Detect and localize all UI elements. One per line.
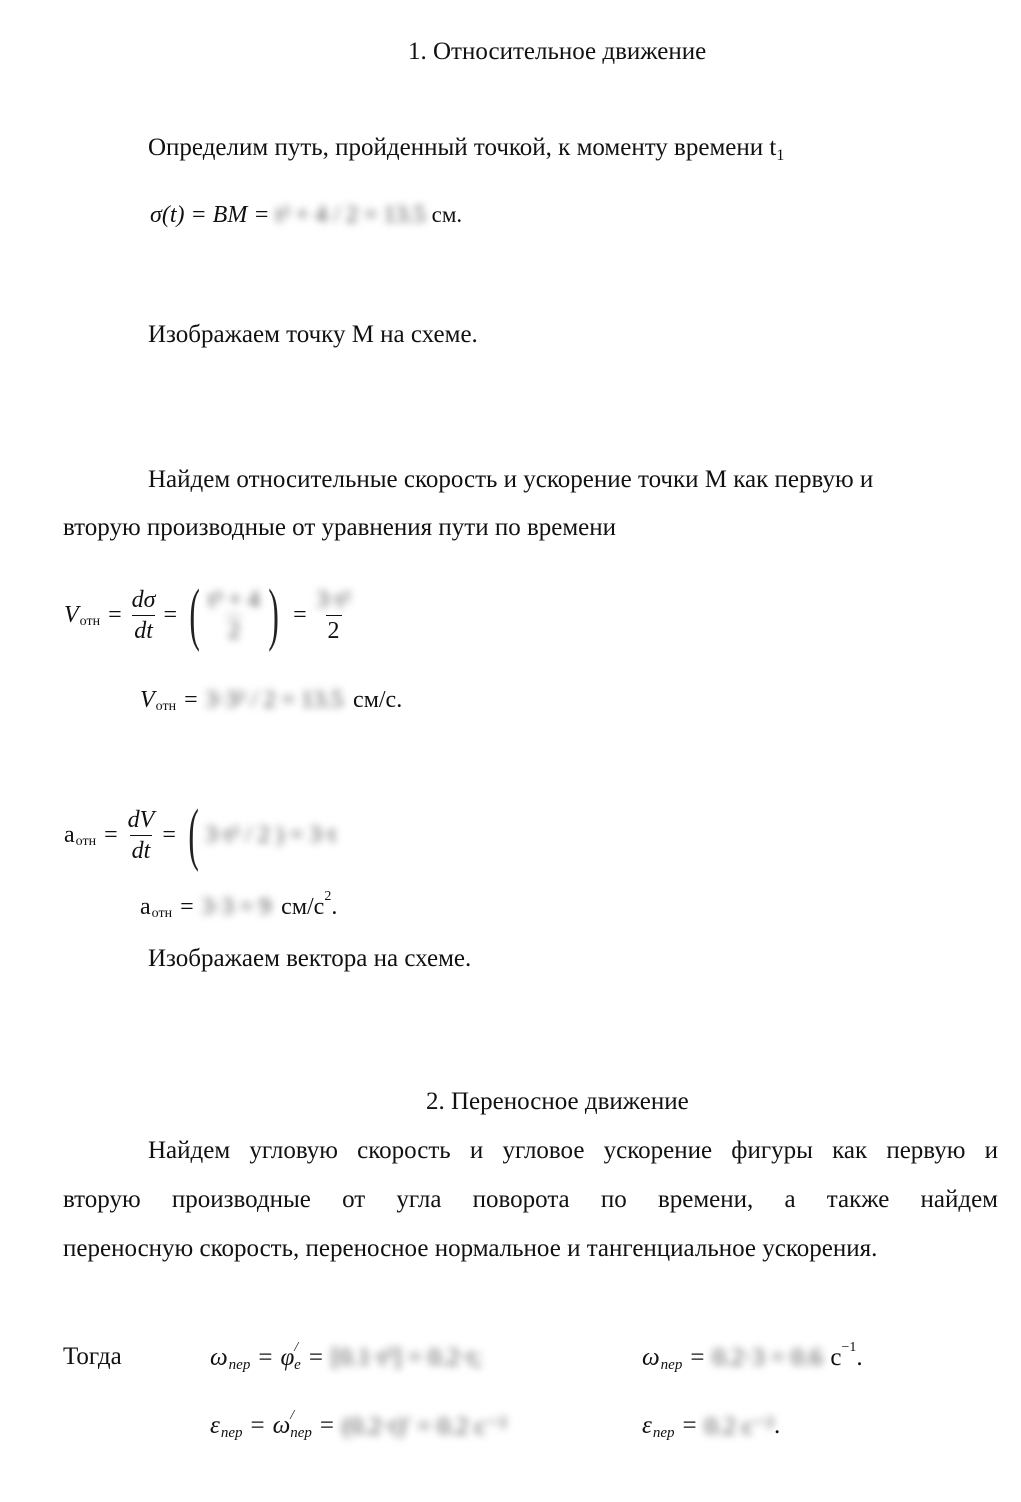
formula-omega: ω пер = φ / e = [0.1·t²] = 0.2·t; bbox=[210, 1340, 482, 1373]
epsilon-symbol: ε bbox=[210, 1412, 220, 1439]
epsilon-value-subscript: пер bbox=[652, 1424, 675, 1441]
velocity-subscript: отн bbox=[79, 614, 101, 629]
omega-symbol: ω bbox=[210, 1344, 228, 1371]
omega-period: . bbox=[856, 1344, 863, 1371]
velocity-value-symbol: V bbox=[140, 686, 155, 713]
acceleration-symbol: a bbox=[64, 821, 75, 848]
omega-subscript: пер bbox=[228, 1356, 251, 1373]
omega-value-subscript: пер bbox=[660, 1356, 683, 1373]
acceleration-period: . bbox=[331, 893, 338, 920]
omega-unit-power: −1 bbox=[841, 1340, 857, 1355]
omega-prime: / bbox=[290, 1408, 295, 1423]
epsilon-blurred: (0.2·t)′ = 0.2 с⁻² bbox=[341, 1413, 507, 1440]
formula-velocity-blurred-fraction: $\frac{\text{t³ + 4}}{2}$ bbox=[208, 586, 260, 644]
fraction-dv-denominator: dt bbox=[130, 835, 153, 863]
formula-acceleration-derivative: a отн = $\frac{dV}{dt}$ = ( 3·t² / 2 ) = 3·t bbox=[64, 796, 336, 873]
phi-symbol: φ bbox=[280, 1344, 295, 1371]
omega-value-blurred: 0.2·3 = 0.6 bbox=[712, 1344, 823, 1371]
section-2-title: 2. Переносное движение bbox=[426, 1088, 689, 1115]
epsilon-value-symbol: ε bbox=[642, 1412, 652, 1439]
paragraph-draw-point: Изображаем точку М на схеме. bbox=[148, 321, 478, 348]
formula-sigma-lhs: σ(t) = BM = bbox=[150, 202, 270, 228]
acceleration-unit-power: 2 bbox=[324, 889, 332, 904]
epsilon-value-blurred: 0.2 с⁻² bbox=[704, 1413, 774, 1440]
formula-omega-value: ω пер = 0.2·3 = 0.6 с −1 . bbox=[642, 1340, 863, 1373]
paragraph-relative-velocity-line-1: Найдем относительные скорость и ускорение точки М как первую и bbox=[148, 466, 874, 493]
paragraph-relative-velocity-line-2: вторую производные от уравнения пути по времени bbox=[63, 514, 617, 541]
velocity-value-subscript: отн bbox=[155, 699, 177, 714]
t1-subscript: 1 bbox=[776, 147, 785, 164]
epsilon-subscript: пер bbox=[220, 1424, 243, 1441]
formula-sigma-unit: см. bbox=[431, 202, 463, 227]
fraction-numerator: dσ bbox=[131, 586, 156, 613]
acceleration-subscript: отн bbox=[75, 834, 97, 849]
omega-prime-symbol: ω bbox=[272, 1412, 291, 1439]
paragraph-path-text: Определим путь, пройденный точкой, к моменту времени t bbox=[148, 134, 777, 161]
paragraph-angular-line-1: Найдем угловую скорость и угловое ускорение фигуры как первую и bbox=[148, 1137, 998, 1164]
paragraph-angular-line-2: вторую производные от угла поворота по времени, а также найдем bbox=[63, 1186, 998, 1213]
right-paren: ) bbox=[268, 576, 279, 653]
formula-epsilon-value: ε пер = 0.2 с⁻² . bbox=[642, 1412, 781, 1441]
formula-epsilon: ε пер = ω / пер = (0.2·t)′ = 0.2 с⁻² bbox=[210, 1408, 507, 1441]
fraction-denominator: dt bbox=[132, 615, 155, 643]
formula-acceleration-value: a отн = 3·3 = 9 см/с 2 . bbox=[140, 889, 338, 921]
paragraph-draw-vectors: Изображаем вектора на схеме. bbox=[148, 945, 472, 972]
acceleration-value-blurred: 3·3 = 9 bbox=[201, 893, 272, 920]
left-paren: ( bbox=[189, 576, 200, 653]
formula-sigma-blurred: t² + 4 / 2 = 13.5 bbox=[275, 202, 426, 228]
omega-prime-subscript: пер bbox=[290, 1424, 312, 1441]
phi-subscript: e bbox=[294, 1356, 301, 1373]
omega-unit: с bbox=[830, 1344, 842, 1371]
omega-value-symbol: ω bbox=[642, 1344, 660, 1371]
omega-blurred: [0.1·t²] = 0.2·t; bbox=[330, 1344, 482, 1371]
formula-velocity-value: V отн = 3·3² / 2 = 13.5 см/с. bbox=[140, 686, 403, 714]
formula-velocity-derivative: V отн = $\frac{d\sigma}{dt}$ = ( $\frac{\text{t³ + 4}}{2}$ ) = $\frac{\text{3·t²}}{2}$ bbox=[64, 576, 351, 653]
acceleration-value-subscript: отн bbox=[151, 906, 173, 921]
fraction-dsigma-dt bbox=[130, 588, 158, 643]
label-then: Тогда bbox=[63, 1343, 122, 1370]
fraction-dv-numerator: dV bbox=[127, 806, 155, 833]
paragraph-path bbox=[148, 133, 784, 166]
formula-sigma bbox=[150, 200, 462, 230]
fraction-dv-dt bbox=[126, 808, 157, 863]
formula-velocity-result-fraction: $\frac{\text{3·t²}}{2}$ bbox=[316, 586, 351, 644]
paragraph-angular-line-3: переносную скорость, переносное нормальное и тангенциальное ускорения. bbox=[63, 1235, 878, 1262]
velocity-value-blurred: 3·3² / 2 = 13.5 bbox=[205, 686, 344, 713]
velocity-unit: см/с. bbox=[353, 686, 403, 713]
phi-prime: / bbox=[294, 1340, 299, 1355]
left-paren-acc: ( bbox=[188, 796, 199, 873]
acceleration-unit: см/с bbox=[281, 893, 325, 920]
velocity-symbol: V bbox=[64, 601, 79, 628]
formula-acceleration-blurred: 3·t² / 2 ) = 3·t bbox=[205, 821, 336, 848]
epsilon-period: . bbox=[773, 1412, 781, 1439]
acceleration-value-symbol: a bbox=[140, 893, 151, 920]
section-1-title: 1. Относительное движение bbox=[408, 38, 707, 65]
